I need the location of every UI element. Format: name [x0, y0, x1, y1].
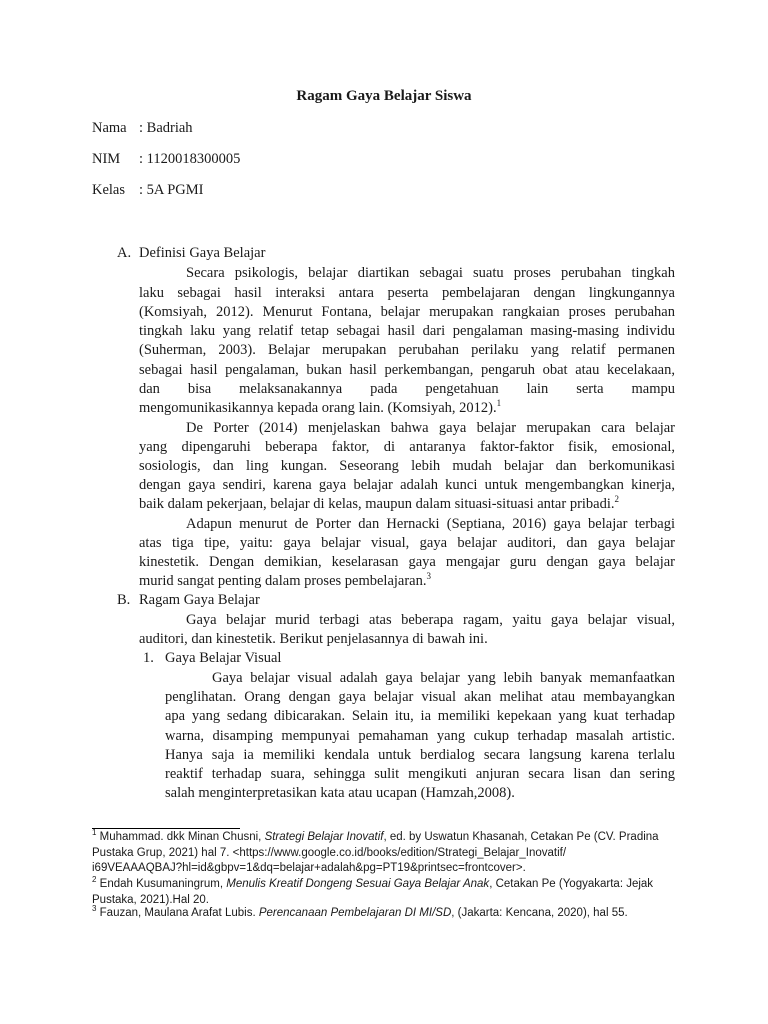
- footnote-separator: [92, 828, 240, 829]
- nama-value: : Badriah: [139, 120, 193, 136]
- footnote-2-line-2: Pustaka, 2021).Hal 20.: [92, 893, 209, 906]
- section-a-marker: A.: [117, 245, 132, 261]
- text-line: De Porter (2014) menjelaskan bahwa gaya belajar merupakan cara belajar: [186, 420, 675, 436]
- section-b-title: Ragam Gaya Belajar: [139, 592, 260, 608]
- text-line: Secara psikologis, belajar diartikan sebagai suatu proses perubahan tingkah: [186, 265, 675, 281]
- text-line: sebagai hasil pengalaman, bukan hasil perkembangan, pengaruh obat atau kecelakaan,: [139, 362, 675, 378]
- subsection-1-title: Gaya Belajar Visual: [165, 650, 282, 666]
- text-line-content: murid sangat penting dalam proses pembelajaran.: [139, 573, 427, 589]
- footnote-1-details: , ed. by Uswatun Khasanah, Cetakan Pe (CV. Pradina: [383, 831, 659, 843]
- footnote-3-number: 3: [92, 904, 97, 913]
- text-line: laku sebagai hasil interaksi antara peserta pembelajaran dengan lingkungannya: [139, 285, 675, 301]
- section-a-title: Definisi Gaya Belajar: [139, 245, 266, 261]
- text-line-content: mengomunikasikannya kepada orang lain. (Komsiyah, 2012).: [139, 400, 497, 416]
- nim-value: : 1120018300005: [139, 151, 241, 167]
- text-line: yang dipengaruhi beberapa faktor, di antaranya faktor-faktor fisik, emosional,: [139, 439, 675, 455]
- identity-nama: [92, 120, 193, 140]
- footnote-1: [92, 830, 682, 877]
- footnote-ref-2[interactable]: 2: [614, 495, 620, 504]
- text-line: Gaya belajar visual adalah gaya belajar yang lebih banyak memanfaatkan: [212, 670, 675, 686]
- footnote-1-authors: Muhammad. dkk Minan Chusni,: [96, 831, 265, 843]
- text-line: (Suherman, 2003). Belajar merupakan perubahan perilaku yang relatif permanen: [139, 342, 675, 358]
- footnote-1-book-title: Strategi Belajar Inovatif: [264, 831, 384, 843]
- text-line-last: [139, 495, 675, 514]
- footnote-3: [92, 906, 682, 922]
- document-title: Ragam Gaya Belajar Siswa: [296, 88, 472, 104]
- footnote-ref-1[interactable]: 1: [496, 399, 502, 408]
- footnote-2-number: 2: [92, 875, 97, 884]
- text-line: penglihatan. Orang dengan gaya belajar visual akan melihat atau membayangkan: [165, 689, 675, 705]
- footnote-2: [92, 877, 682, 908]
- text-line: warna, disamping mempunyai pemahaman yang cukup terhadap masalah artistic.: [165, 728, 675, 744]
- kelas-value: : 5A PGMI: [139, 182, 204, 198]
- footnote-3-line-1: [92, 906, 682, 922]
- nama-label: Nama: [92, 120, 127, 136]
- text-line: auditori, dan kinestetik. Berikut penjelasannya di bawah ini.: [139, 631, 488, 647]
- footnote-2-line-1: [92, 877, 682, 893]
- footnote-2-details: , Cetakan Pe (Yogyakarta: Jejak: [489, 878, 654, 890]
- text-line: dan bisa melaksanakannya pada pengetahuan lain serta mampu: [139, 381, 675, 397]
- subsection-1-heading: [143, 650, 543, 667]
- section-b-heading: [117, 592, 517, 609]
- text-line: dengan gaya sendiri, karena gaya belajar adalah kunci untuk mengembangkan kinerja,: [139, 477, 675, 493]
- footnote-3-details: , (Jakarta: Kencana, 2020), hal 55.: [451, 907, 628, 919]
- text-line: kinestetik. Dengan demikian, keselarasan gaya mengajar guru dengan gaya belajar: [139, 554, 675, 570]
- footnote-1-line-3[interactable]: i69VEAAAQBAJ?hl=id&gbpv=1&dq=belajar+adalah&pg=PT19&printsec=frontcover>.: [92, 862, 526, 874]
- kelas-label: Kelas: [92, 182, 126, 198]
- text-line-last: [139, 399, 675, 418]
- text-line: (Komsiyah, 2012). Menurut Fontana, belajar merupakan rangkaian proses perubahan: [139, 304, 675, 320]
- text-line: salah menginterpretasikan kata atau ucapan (Hamzah,2008).: [165, 785, 515, 801]
- text-line: sosiologis, dan ling kungan. Seseorang lebih mudah belajar dan berkomunikasi: [139, 458, 675, 474]
- footnote-1-line-2[interactable]: Pustaka Grup, 2021) hal 7. <https://www.google.co.id/books/edition/Strategi_Belajar_Inovatif/: [92, 846, 567, 859]
- identity-kelas: [92, 182, 203, 202]
- nim-label: NIM: [92, 151, 121, 167]
- footnote-ref-3[interactable]: 3: [426, 572, 431, 581]
- text-line: atas tiga tipe, yaitu: gaya belajar visual, gaya belajar auditori, dan gaya belajar: [139, 535, 675, 551]
- text-line-content: baik dalam pekerjaan, belajar di kelas, maupun dalam situasi-situasi antar pribadi.: [139, 496, 615, 512]
- footnote-3-authors: Fauzan, Maulana Arafat Lubis.: [96, 907, 259, 919]
- text-line: reaktif terhadap suara, sehingga sulit mengikuti anjuran secara lisan dan sering: [165, 766, 675, 782]
- text-line: Gaya belajar murid terbagi atas beberapa ragam, yaitu gaya belajar visual,: [186, 612, 675, 628]
- identity-nim: [92, 151, 240, 171]
- footnote-1-line-1: [92, 830, 682, 846]
- text-line: Hanya saja ia memiliki kendala untuk berdialog secara langsung karena terlalu: [165, 747, 675, 763]
- text-line: tingkah laku yang relatif tetap sebagai hasil dari pengalaman masing-masing individu: [139, 323, 675, 339]
- section-a-heading: [117, 245, 517, 262]
- footnote-2-book-title: Menulis Kreatif Dongeng Sesuai Gaya Belajar Anak: [226, 878, 490, 890]
- text-line: apa yang sedang dibicarakan. Selain itu, ia memiliki kepekaan yang kuat terhadap: [165, 708, 675, 724]
- text-line: Adapun menurut de Porter dan Hernacki (Septiana, 2016) gaya belajar terbagi: [186, 516, 675, 532]
- footnote-3-book-title: Perencanaan Pembelajaran DI MI/SD: [258, 907, 452, 919]
- section-b-marker: B.: [117, 592, 131, 608]
- text-line-last: [139, 572, 675, 591]
- subsection-1-marker: 1.: [143, 650, 154, 666]
- footnote-1-number: 1: [92, 828, 97, 837]
- footnote-2-authors: Endah Kusumaningrum,: [96, 878, 227, 890]
